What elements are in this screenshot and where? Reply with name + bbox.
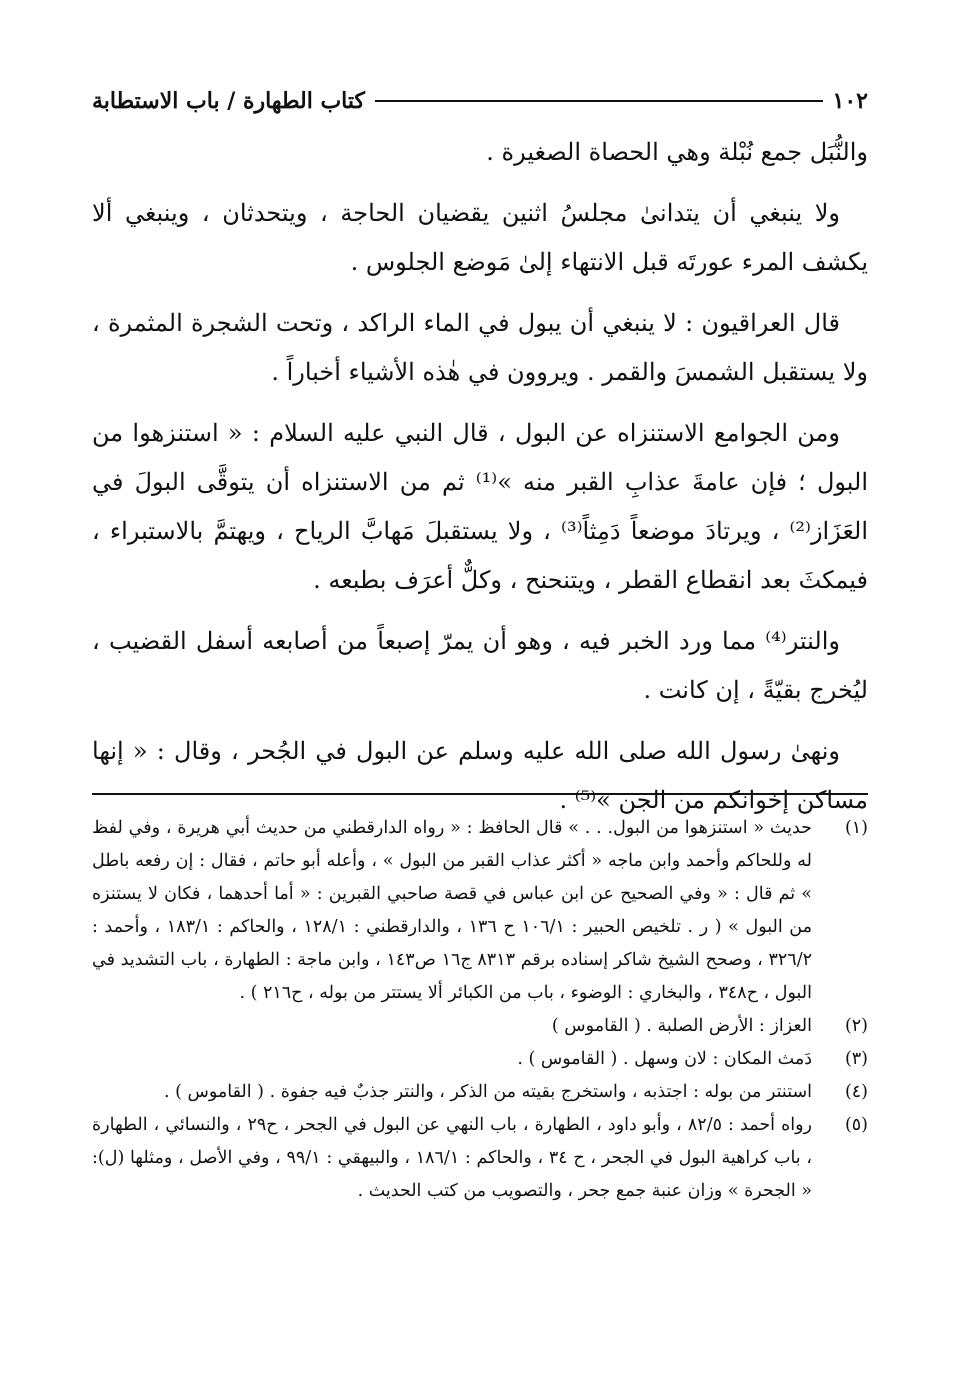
footnote-separator — [92, 793, 868, 795]
footnote-number: (٤) — [844, 1082, 868, 1102]
footnote — [92, 1076, 868, 1109]
footnote — [92, 1043, 868, 1076]
paragraph: قال العراقيون : لا ينبغي أن يبول في الماء الراكد ، وتحت الشجرة المثمرة ، ولا يستقبل الشمسَ والقمر . ويروون في هٰذه الأشياء أخباراً . — [92, 309, 868, 386]
footnote-number: (١) — [844, 818, 868, 838]
page-number: ١٠٢ — [832, 88, 868, 114]
footnote — [92, 1109, 868, 1208]
paragraph: والنتر⁽⁴⁾ مما ورد الخبر فيه ، وهو أن يمرّ إصبعاً من أصابعه أسفل القضيب ، ليُخرج بقيّةً ، إن كانت . — [92, 627, 868, 704]
footnote-text: رواه أحمد : ٨٢/٥ ، وأبو داود ، الطهارة ، باب النهي عن البول في الجحر ، ح٢٩ ، والنسائي ، الطهارة ، باب كراهية البول في الجحر ، ح ٣٤ ، والحاكم : ١٨٦/١ ، والبيهقي : ٩٩/١ ، وفي الأصل ، ومثلها (ل): « الجحرة » وزان عنبة جمع جحر ، والتصويب من كتب الحديث . — [92, 1115, 813, 1201]
running-header — [92, 82, 868, 120]
header-rule — [375, 100, 823, 102]
running-title: كتاب الطهارة / باب الاستطابة — [92, 88, 365, 114]
paragraph: والنُّبَل جمع نُبْلة وهي الحصاة الصغيرة . — [486, 138, 868, 166]
main-text — [92, 128, 868, 837]
footnote-text: حديث « استنزهوا من البول. . . » قال الحافظ : « رواه الدارقطني من حديث أبي هريرة ، وفي لفظ له وللحاكم وأحمد وابن ماجه « أكثر عذاب القبر من البول » ، وأعله أبو حاتم ، فقال : إن رفعه باطل » ثم قال : « وفي الصحيح عن ابن عباس في قصة صاحبي القبرين : « أما أحدهما ، فكان لا يستنزه من البول » ( ر . تلخيص الحبير : ١٠٦/١ ح ١٣٦ ، والدارقطني : ١٢٨/١ ، والحاكم : ١٨٣/١ ، وأحمد : ٣٢٦/٢ ، وصحح الشيخ شاكر إسناده برقم ٨٣١٣ ج١٦ ص١٤٣ ، وابن ماجة : الطهارة ، باب التشديد في البول ، ح٣٤٨ ، والبخاري : الوضوء ، باب من الكبائر ألا يستتر من بوله ، ح٢١٦ ) . — [92, 818, 813, 1003]
footnote-text: استنتر من بوله : اجتذبه ، واستخرج بقيته من الذكر ، والنتر جذبٌ فيه جفوة . ( القاموس ) . — [163, 1082, 812, 1102]
footnote-number: (٢) — [844, 1016, 868, 1036]
footnote-text: دَمث المكان : لان وسهل . ( القاموس ) . — [517, 1049, 812, 1069]
paragraph: ونهىٰ رسول الله صلى الله عليه وسلم عن البول في الجُحر ، وقال : « إنها مساكن إخوانكم من الجن »⁽⁵⁾ . — [92, 737, 868, 814]
paragraph: ومن الجوامع الاستنزاه عن البول ، قال النبي عليه السلام : « استنزهوا من البول ؛ فإن عامةَ عذابِ القبر منه »⁽¹⁾ ثم من الاستنزاه أن يتوقَّى البولَ في العَزَاز⁽²⁾ ، ويرتادَ موضعاً دَمِثاً⁽³⁾ ، ولا يستقبلَ مَهابَّ الرياح ، ويهتمَّ بالاستبراء ، فيمكثَ بعد انقطاع القطر ، ويتنحنح ، وكلٌّ أعرَف بطبعه . — [92, 419, 869, 594]
footnote-number: (٣) — [844, 1049, 868, 1069]
footnote-number: (٥) — [844, 1115, 868, 1135]
footnote-text: العزاز : الأرض الصلبة . ( القاموس ) — [551, 1016, 812, 1036]
footnote — [92, 812, 868, 1010]
paragraph: ولا ينبغي أن يتدانىٰ مجلسُ اثنين يقضيان الحاجة ، ويتحدثان ، وينبغي ألا يكشف المرء عورتَه قبل الانتهاء إلىٰ مَوضع الجلوس . — [92, 199, 868, 276]
footnote — [92, 1010, 868, 1043]
footnotes — [92, 812, 868, 1208]
